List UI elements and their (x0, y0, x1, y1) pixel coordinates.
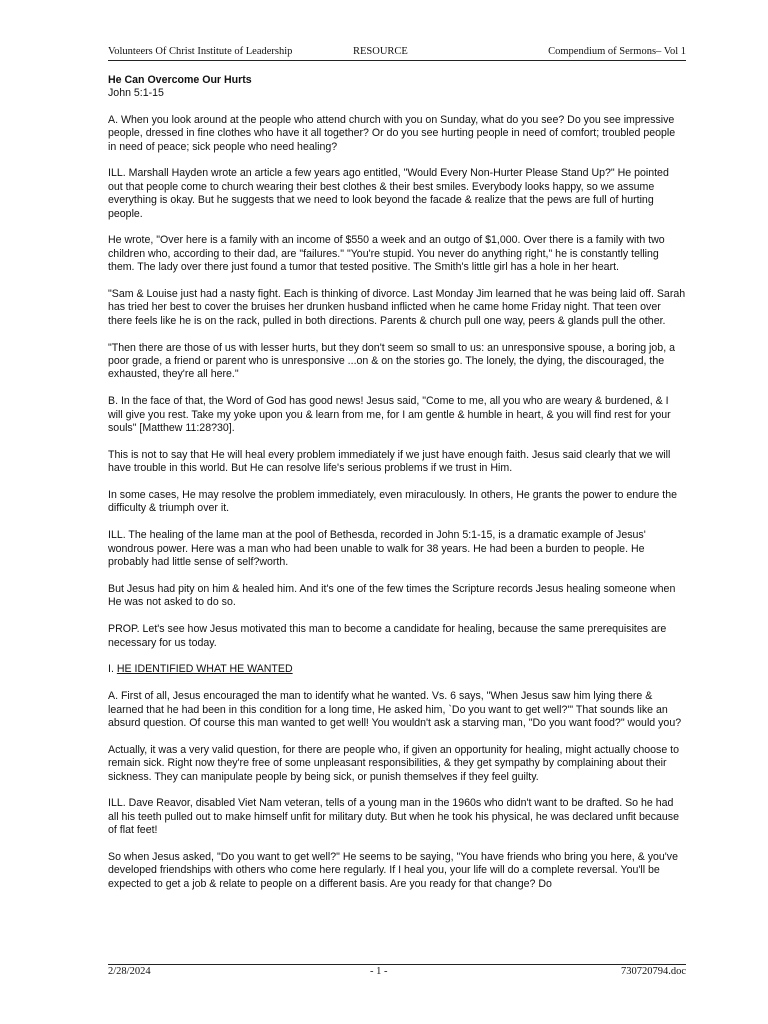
paragraph: PROP. Let's see how Jesus motivated this man to become a candidate for healing, because the same prerequisites are necessary for us today. (108, 623, 667, 649)
footer-filename: 730720794.doc (620, 966, 686, 977)
header-organization: Volunteers Of Christ Institute of Leadership (108, 46, 293, 57)
paragraph: B. In the face of that, the Word of God has good news! Jesus said, "Come to me, all you who are weary & burdened, & I will give you rest. Take my yoke upon you & learn from me, for I am gentle & humble in heart, & you will find rest for your souls" [Matthew 11:28?30]. (108, 395, 671, 435)
section-number: I. (108, 663, 117, 676)
paragraph: But Jesus had pity on him & healed him. And it's one of the few times the Scripture records Jesus healing someone when He was not asked to do so. (108, 582, 676, 609)
paragraph: He wrote, "Over here is a family with an income of $550 a week and an outgo of $1,000. Over there is a family with two children who, according to their dad, are "failures." "You're stupid. You never do anything right," he is constantly telling them. The lady over there just found a tumor that tested positive. The Smith's little girl has a hole in her heart. (108, 234, 665, 274)
section-heading (108, 663, 686, 676)
header-divider (108, 60, 686, 61)
footer-page-number: - 1 - (370, 966, 388, 977)
section-heading-text: HE IDENTIFIED WHAT HE WANTED (116, 663, 293, 676)
paragraph: ILL. Dave Reavor, disabled Viet Nam veteran, tells of a young man in the 1960s who didn't want to be drafted. So he had all his teeth pulled out to make himself unfit for military duty. But when he took his physical, he was declared unfit because of flat feet! (108, 797, 679, 837)
header-resource-label: RESOURCE (353, 46, 408, 57)
paragraph: A. First of all, Jesus encouraged the man to identify what he wanted. Vs. 6 says, "When Jesus saw him lying there & learned that he had been in this condition for a long time, He asked him, `Do you want to get well?'" That sounds like an absurd question. Of course this man wanted to get well! You wouldn't ask a starving man, "Do you want food?" would you? (108, 690, 682, 729)
paragraph: "Then there are those of us with lesser hurts, but they don't seem so small to us: an unresponsive spouse, a boring job, a poor grade, a friend or parent who is unresponsive ...on & on the stories go. The lonely, the dying, the discouraged, the exhausted, they're all here." (108, 341, 675, 381)
paragraph: "Sam & Louise just had a nasty fight. Each is thinking of divorce. Last Monday Jim learned that he was being laid off. Sarah has tried her best to cover the bruises her drunken husband inflicted when he came home Friday night. That teen over there feels like he is on the rack, pulled in both directions. Parents & church pull one way, peers & glands pull the other. (108, 288, 686, 327)
paragraph: This is not to say that He will heal every problem immediately if we just have enough faith. Jesus said clearly that we will have trouble in this world. But He can resolve life's serious problems if we trust in Him. (108, 448, 671, 475)
sermon-body (108, 74, 686, 905)
paragraph: So when Jesus asked, "Do you want to get well?" He seems to be saying, "You have friends who bring you here, & you've developed friendships with others who come here regularly. If I heal you, your life will do a complete reversal. You'll be expected to get a job & relate to people on a different basis. Are you ready for that change? Do (108, 850, 678, 890)
footer-divider (108, 964, 686, 965)
page-header (108, 46, 686, 60)
paragraph: ILL. Marshall Hayden wrote an article a few years ago entitled, "Would Every Non-Hurter Please Stand Up?" He pointed out that people come to church wearing their best clothes & their best smiles. Everybody looks happy, so we assume everything is okay. But he suggests that we need to look beyond the facade & realize that the pews are full of hurting people. (108, 167, 669, 220)
paragraph: Actually, it was a very valid question, for there are people who, if given an opportunity for healing, might actually choose to remain sick. Right now they're free of some unpleasant responsibilities, & they get sympathy by complaining about their sickness. They can manipulate people by being sick, or punish themselves if they feel guilty. (108, 743, 680, 783)
page-footer (108, 966, 686, 980)
sermon-title: He Can Overcome Our Hurts (108, 74, 252, 86)
paragraph: ILL. The healing of the lame man at the pool of Bethesda, recorded in John 5:1-15, is a dramatic example of Jesus' wondrous power. Here was a man who had been unable to walk for 38 years. He had been a burden to people. He probably had little sense of self?worth. (108, 529, 646, 569)
footer-date: 2/28/2024 (108, 966, 151, 977)
scripture-reference: John 5:1-15 (108, 87, 164, 100)
header-volume: Compendium of Sermons– Vol 1 (548, 46, 686, 57)
paragraph: A. When you look around at the people who attend church with you on Sunday, what do you see? Do you see impressive people, dressed in fine clothes who have it all together? Or do you see hurting people in need of comfort; troubled people in need of peace; sick people who need healing? (108, 113, 676, 153)
paragraph: In some cases, He may resolve the problem immediately, even miraculously. In others, He grants the power to endure the difficulty & triumph over it. (108, 489, 677, 515)
